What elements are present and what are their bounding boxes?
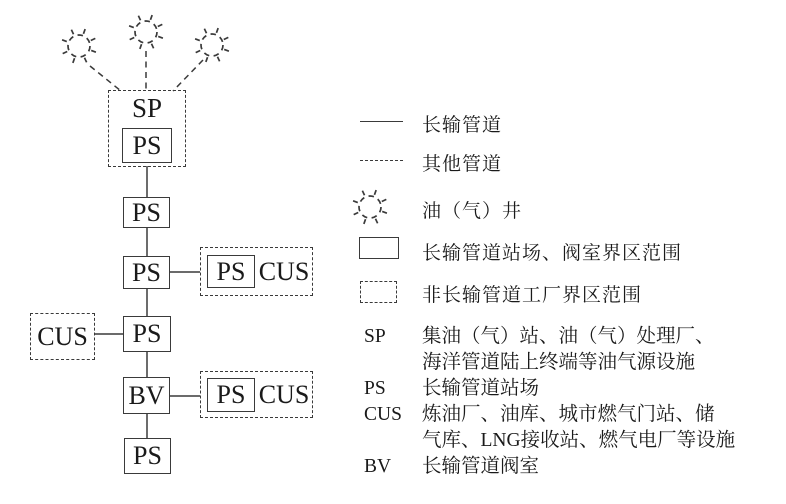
cus-facility-label: CUS [37, 321, 88, 351]
oil-gas-well-icon [195, 28, 229, 62]
oil-gas-well-icon [62, 29, 96, 63]
sp-facility-label: SP [131, 93, 163, 123]
abbr-desc-line: 长输管道站场 [422, 378, 540, 399]
ps-station-label: PS [133, 441, 162, 470]
abbr-desc-line: 集油（气）站、油（气）处理厂、 [422, 326, 715, 347]
cus-plant-boundary [30, 313, 95, 360]
abbr-row-ps [364, 376, 764, 402]
ps-station-box [123, 256, 170, 289]
ps-station-box [123, 316, 171, 352]
abbreviation-list [364, 324, 764, 480]
oil-gas-well-icon [129, 15, 163, 49]
ps-station-label: PS [132, 257, 161, 287]
cus-facility-label: CUS [258, 379, 310, 409]
ps-station-label: PS [132, 197, 161, 227]
abbr-row-sp [364, 324, 764, 376]
legend-dashed-rect-icon [360, 281, 397, 303]
legend-oil-gas-well-icon [353, 190, 387, 224]
ps-station-label: PS [216, 256, 246, 286]
abbr-desc-line: 长输管道阀室 [422, 456, 540, 477]
ps-station-label: PS [132, 319, 162, 348]
abbr-desc-sp [422, 324, 762, 376]
abbr-key-ps: PS [364, 378, 386, 399]
cus-plant-boundary [200, 371, 313, 418]
abbr-row-cus [364, 402, 764, 454]
abbr-key-bv: BV [364, 456, 392, 477]
bv-valve-label: BV [128, 380, 165, 410]
ps-station-box [124, 438, 171, 474]
legend-label-oil-gas-well: 油（气）井 [422, 201, 523, 222]
abbr-row-bv [364, 454, 764, 480]
other-pipeline-lines [90, 51, 203, 91]
legend-label-long-pipeline: 长输管道 [422, 115, 503, 136]
legend-label-plant-boundary: 非长输管道工厂界区范围 [422, 285, 643, 306]
ps-station-box [122, 128, 172, 163]
legend-dashed-line-icon [360, 160, 403, 161]
legend-label-other-pipeline: 其他管道 [422, 154, 503, 175]
ps-station-box [123, 197, 170, 228]
ps-station-box [207, 255, 255, 288]
abbr-key-cus: CUS [364, 404, 402, 425]
ps-station-label: PS [132, 130, 162, 160]
legend-solid-line-icon [360, 121, 403, 122]
legend-label-station-boundary: 长输管道站场、阀室界区范围 [422, 243, 683, 264]
abbr-desc-line: 海洋管道陆上终端等油气源设施 [422, 352, 696, 373]
sp-facility-boundary [108, 90, 186, 167]
abbr-desc-line: 气库、LNG接收站、燃气电厂等设施 [422, 430, 736, 451]
abbr-desc-line: 炼油厂、油库、城市燃气门站、储 [422, 404, 715, 425]
ps-station-box [207, 378, 255, 412]
ps-station-label: PS [216, 380, 246, 409]
abbr-desc-bv [422, 454, 762, 480]
abbr-desc-ps [422, 376, 762, 402]
legend-solid-rect-icon [359, 237, 399, 259]
abbr-desc-cus [422, 402, 762, 454]
cus-plant-boundary [200, 247, 313, 296]
bv-valve-box [123, 377, 170, 414]
abbr-key-sp: SP [364, 326, 386, 347]
cus-facility-label: CUS [258, 256, 310, 286]
